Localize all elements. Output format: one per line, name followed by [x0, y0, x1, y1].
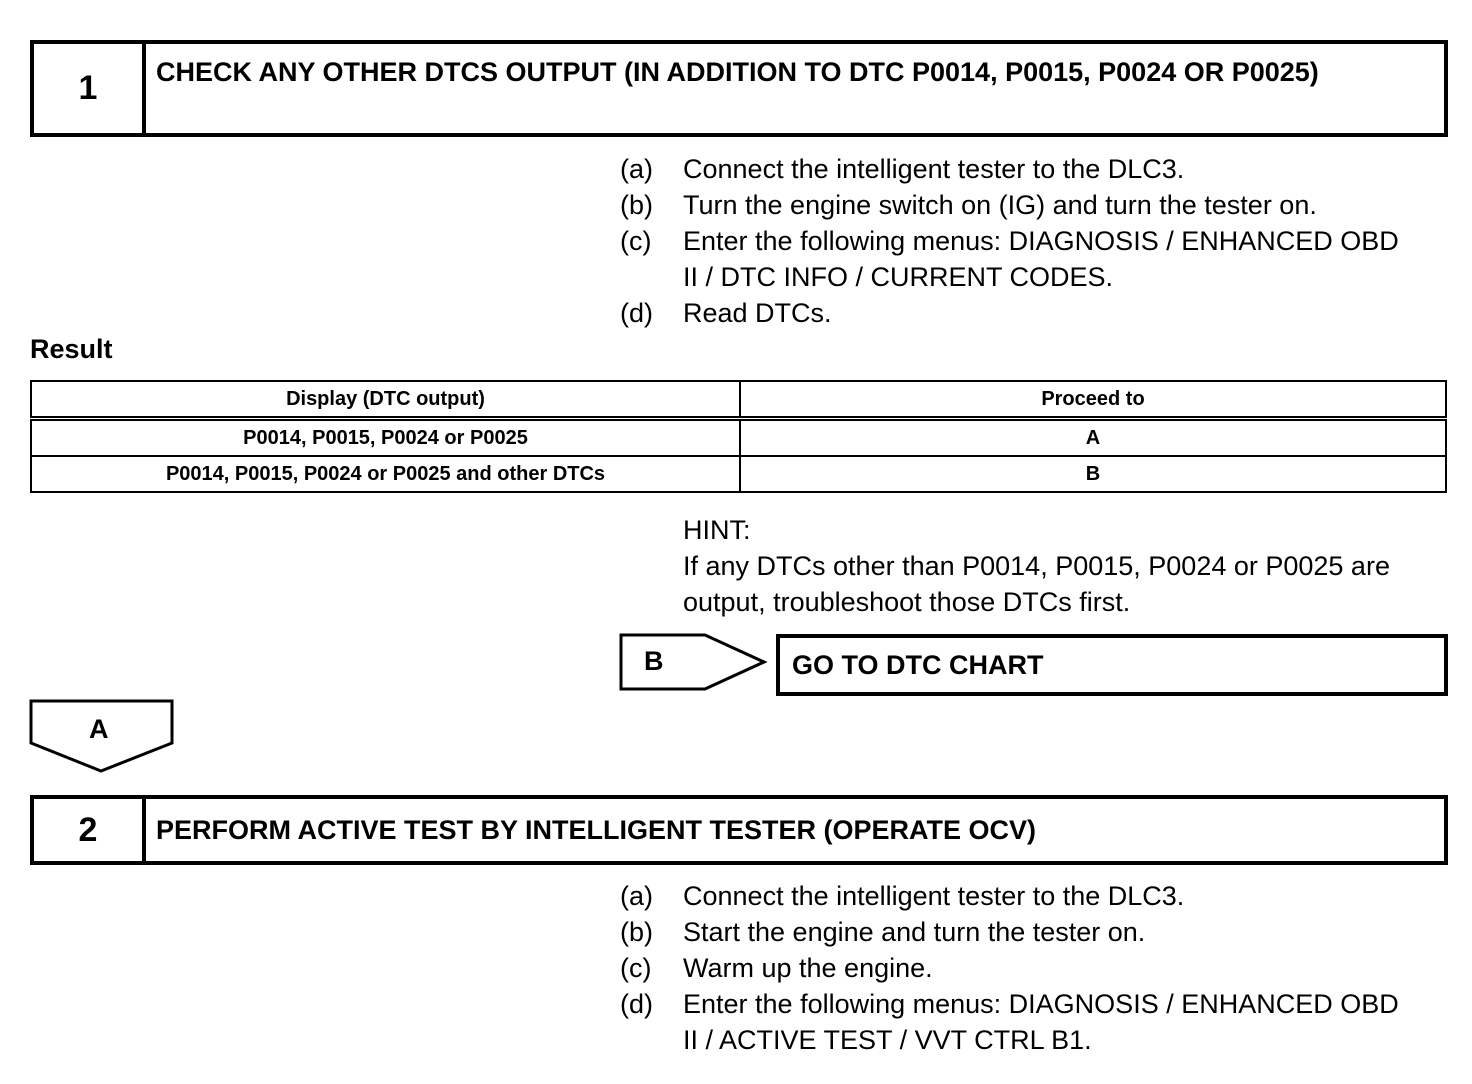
- instruction-item: [620, 914, 1440, 950]
- table-cell: B: [740, 456, 1446, 492]
- instruction-item: [620, 223, 1440, 295]
- branch-b-label: B: [644, 646, 664, 676]
- instruction-text: Turn the engine switch on (IG) and turn the tester on.: [683, 190, 1317, 220]
- instruction-text: Connect the intelligent tester to the DLC3.: [683, 154, 1185, 184]
- step-1-instructions: [620, 151, 1440, 331]
- instruction-label: (d): [620, 989, 653, 1019]
- step-1-header: [30, 40, 1448, 137]
- instruction-label: (c): [620, 226, 652, 256]
- instruction-label: (d): [620, 298, 653, 328]
- step-2-instructions: [620, 878, 1440, 1058]
- instruction-text: Read DTCs.: [683, 298, 832, 328]
- branch-a-label: A: [89, 714, 109, 744]
- result-heading: Result: [30, 334, 113, 364]
- go-to-label: GO TO DTC CHART: [792, 649, 1044, 680]
- instruction-item: [620, 187, 1440, 223]
- go-to-dtc-chart-box[interactable]: [776, 634, 1448, 696]
- instruction-text: Enter the following menus: DIAGNOSIS / ENHANCED OBD II / DTC INFO / CURRENT CODES.: [683, 226, 1399, 292]
- table-cell: P0014, P0015, P0024 or P0025 and other DTCs: [31, 456, 740, 492]
- table-cell: P0014, P0015, P0024 or P0025: [31, 419, 740, 457]
- column-header-proceed: Proceed to: [740, 381, 1446, 419]
- table-cell: A: [740, 419, 1446, 457]
- instruction-label: (b): [620, 190, 653, 220]
- step-title: PERFORM ACTIVE TEST BY INTELLIGENT TESTER (OPERATE OCV): [156, 815, 1037, 845]
- instruction-text: Start the engine and turn the tester on.: [683, 917, 1146, 947]
- step-2-header: [30, 795, 1448, 865]
- instruction-text: Enter the following menus: DIAGNOSIS / ENHANCED OBD II / ACTIVE TEST / VVT CTRL B1.: [683, 989, 1399, 1055]
- instruction-item: [620, 950, 1440, 986]
- instruction-label: (b): [620, 917, 653, 947]
- instruction-label: (a): [620, 881, 653, 911]
- step-number: 2: [34, 799, 146, 861]
- table-row: [31, 419, 1446, 457]
- hint-text: If any DTCs other than P0014, P0015, P0024 or P0025 are output, troubleshoot those DTCs first.: [683, 551, 1390, 617]
- table-header-row: [31, 381, 1446, 419]
- instruction-text: Connect the intelligent tester to the DLC3.: [683, 881, 1185, 911]
- column-header-display: Display (DTC output): [31, 381, 740, 419]
- table-row: [31, 456, 1446, 492]
- instruction-item: [620, 151, 1440, 187]
- branch-b-arrow-icon: [619, 633, 769, 693]
- result-table: [30, 380, 1447, 493]
- instruction-label: (c): [620, 953, 652, 983]
- instruction-item: [620, 295, 1440, 331]
- instruction-text: Warm up the engine.: [683, 953, 933, 983]
- step-title: CHECK ANY OTHER DTCS OUTPUT (IN ADDITION TO DTC P0014, P0015, P0024 OR P0025): [156, 57, 1319, 87]
- instruction-label: (a): [620, 154, 653, 184]
- hint-label: HINT:: [683, 515, 751, 545]
- instruction-item: [620, 986, 1440, 1058]
- step-number: 1: [34, 44, 146, 133]
- hint-block: [683, 512, 1443, 620]
- instruction-item: [620, 878, 1440, 914]
